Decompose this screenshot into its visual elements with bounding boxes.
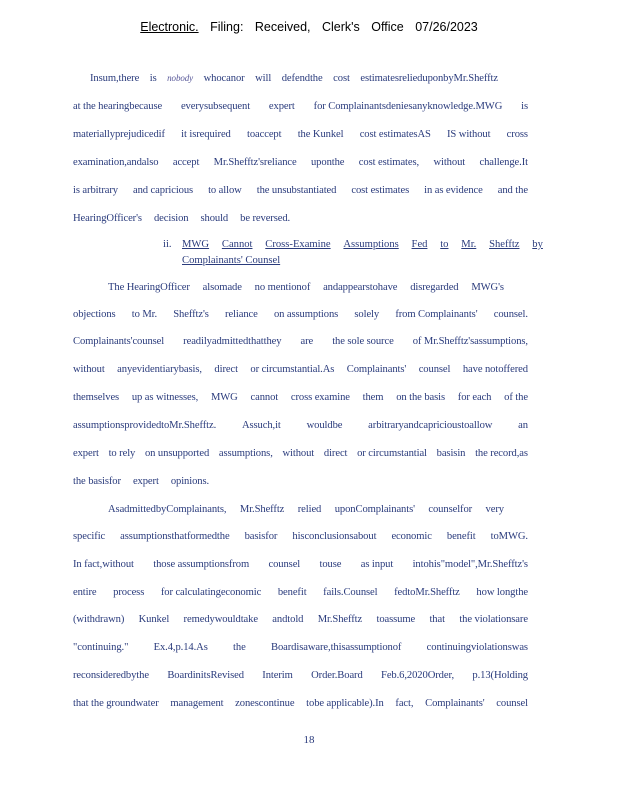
word: Mr.Shefftz (239, 504, 285, 515)
word: as input (360, 559, 394, 570)
word: counsel (496, 698, 528, 709)
word: Boardisaware,thisassumptionof (270, 642, 402, 653)
word: In fact,without (73, 559, 134, 570)
text-line (73, 642, 528, 653)
word: those assumptionsfrom (153, 559, 250, 570)
word: to allow (208, 185, 242, 196)
text-line (73, 698, 528, 709)
word: expert (132, 476, 159, 487)
word: benefit (446, 531, 476, 542)
word: uponthe (310, 157, 345, 168)
header-filing: Filing: (210, 20, 244, 34)
word: materiallyprejudicedif (73, 129, 165, 140)
word: disregarded (410, 282, 459, 293)
word: opinions. (170, 476, 210, 487)
word: defendthe (281, 73, 323, 84)
word: Order.Board (311, 670, 363, 681)
word: assumptionsthatformedthe (120, 531, 230, 542)
word: without (433, 157, 466, 168)
word: cross examine (290, 392, 350, 403)
text-line (73, 587, 528, 598)
word: cost estimatesAS (359, 129, 431, 140)
text-line (73, 129, 528, 140)
text-line (108, 282, 504, 293)
word: or circumstantial.As (250, 364, 335, 375)
word: very (485, 504, 504, 515)
word: cross (506, 129, 528, 140)
word: nobody (167, 73, 194, 83)
header-date: 07/26/2023 (415, 20, 478, 34)
word: on assumptions (273, 309, 339, 320)
word: solely (354, 309, 380, 320)
text-line (90, 73, 498, 84)
word: counsel (418, 364, 451, 375)
word: counsel. (493, 309, 528, 320)
word: zonescontinue (235, 698, 295, 709)
word: process (113, 587, 145, 598)
word: on the basis (396, 392, 446, 403)
word: for each (457, 392, 492, 403)
word: accept (172, 157, 200, 168)
word: anyevidentiarybasis, (117, 364, 202, 375)
word: basisin (436, 448, 466, 459)
word: to Mr. (131, 309, 158, 320)
word: MWG's (471, 282, 504, 293)
word: The HearingOfficer (108, 282, 190, 293)
word: an (518, 420, 528, 431)
heading-word: Mr. (461, 239, 477, 250)
word: reliance (225, 309, 258, 320)
word: entire (73, 587, 97, 598)
word: cost estimates, (358, 157, 420, 168)
heading-word: MWG (182, 239, 210, 250)
header-received: Received, (254, 20, 311, 34)
page-number: 18 (303, 734, 315, 746)
word: Interim (262, 670, 293, 681)
word: fedtoMr.Shefftz (394, 587, 460, 598)
word: basisfor (244, 531, 278, 542)
text-line (73, 559, 528, 570)
word: it isrequired (181, 129, 231, 140)
word: be reversed. (240, 213, 291, 224)
header-clerks: Clerk's (321, 20, 360, 34)
word: Kunkel (138, 614, 170, 625)
word: Mr.Shefftz'sreliance (213, 157, 297, 168)
word: andtold (272, 614, 304, 625)
text-line (73, 364, 528, 375)
header-office: Office (371, 20, 404, 34)
word: the basisfor (73, 476, 121, 487)
word: AsadmittedbyComplainants, (108, 504, 227, 515)
word: touse (319, 559, 342, 570)
word: continuingviolationswas (426, 642, 528, 653)
word: direct (323, 448, 348, 459)
heading-word: Shefftz (489, 239, 520, 250)
word: arbitraryandcapricioustoallow (368, 420, 493, 431)
word: intohis"model",Mr.Shefftz's (412, 559, 528, 570)
word: toMWG. (490, 531, 528, 542)
word: Shefftz's (173, 309, 209, 320)
heading-word: Assumptions (343, 239, 399, 250)
heading-word: by (532, 239, 543, 250)
word: fails.Counsel (323, 587, 378, 598)
word: uponComplainants' (334, 504, 415, 515)
word: everysubsequent (180, 101, 251, 112)
word: Complainants' (425, 698, 485, 709)
word: will (255, 73, 272, 84)
word: tobe applicable).In (306, 698, 384, 709)
word: themselves (73, 392, 120, 403)
word: assumptionsprovidedtoMr.Shefftz. (73, 420, 217, 431)
word: wouldbe (306, 420, 343, 431)
text-line (73, 185, 528, 196)
word: cost estimates (351, 185, 410, 196)
header-electronic: Electronic. (140, 20, 199, 34)
word: up as witnesses, (131, 392, 199, 403)
word: (withdrawn) (73, 614, 125, 625)
word: is (521, 101, 528, 112)
heading-number: ii. (163, 239, 172, 250)
word: benefit (277, 587, 307, 598)
word: alsomade (202, 282, 242, 293)
word: HearingOfficer's (73, 213, 142, 224)
word: p.13(Holding (472, 670, 528, 681)
word: that the groundwater (73, 698, 159, 709)
word: the sole source (332, 336, 394, 347)
word: economic (391, 531, 432, 542)
word: should (200, 213, 229, 224)
text-line (73, 392, 528, 403)
word: IS without (447, 129, 491, 140)
word: the Kunkel (297, 129, 344, 140)
word: for Complainantsdeniesanyknowledge.MWG (313, 101, 503, 112)
text-line (108, 504, 504, 515)
word: without (282, 448, 315, 459)
word: of Mr.Shefftz'sassumptions, (412, 336, 528, 347)
word: in as evidence (424, 185, 483, 196)
heading-word: Fed (411, 239, 428, 250)
word: challenge.It (479, 157, 528, 168)
word: management (170, 698, 224, 709)
word: of the (504, 392, 528, 403)
word: and the (497, 185, 528, 196)
word: fact, (395, 698, 414, 709)
word: objections (73, 309, 116, 320)
word: Complainants' (346, 364, 407, 375)
word: from Complainants' (395, 309, 478, 320)
word: readilyadmittedthatthey (183, 336, 282, 347)
word: BoardinitsRevised (167, 670, 244, 681)
text-line (73, 213, 528, 224)
word: counselfor (428, 504, 473, 515)
text-line (73, 157, 528, 168)
word: at the hearingbecause (73, 101, 163, 112)
word: specific (73, 531, 106, 542)
word: Feb.6,2020Order, (381, 670, 455, 681)
word: counsel (268, 559, 301, 570)
word: direct (214, 364, 238, 375)
heading-word: Cannot (221, 239, 253, 250)
word: Complainants'counsel (73, 336, 165, 347)
word: no mentionof (254, 282, 311, 293)
word: without (73, 364, 105, 375)
word: Ex.4,p.14.As (153, 642, 208, 653)
word: estimatesrelieduponbyMr.Shefftz (360, 73, 498, 84)
word: the violationsare (459, 614, 528, 625)
word: toaccept (246, 129, 282, 140)
text-line (73, 531, 528, 542)
word: relied (297, 504, 322, 515)
word: expert (73, 448, 99, 459)
word: decision (153, 213, 189, 224)
word: MWG (210, 392, 238, 403)
word: and capricious (133, 185, 194, 196)
word: on unsupported (144, 448, 210, 459)
word: remedywouldtake (183, 614, 258, 625)
text-line (73, 101, 528, 112)
word: cannot (250, 392, 279, 403)
word: the unsubstantiated (256, 185, 337, 196)
word: is arbitrary (73, 185, 118, 196)
word: the record,as (475, 448, 528, 459)
heading-word: to (440, 239, 449, 250)
heading-line-1 (182, 239, 543, 250)
text-line (73, 614, 528, 625)
word: how longthe (476, 587, 528, 598)
word: Assuch,it (241, 420, 281, 431)
word: cost (333, 73, 350, 84)
word: for calculatingeconomic (160, 587, 262, 598)
word: the (233, 642, 246, 653)
word: or circumstantial (357, 448, 427, 459)
text-line (73, 476, 528, 487)
word: hisconclusionsabout (292, 531, 377, 542)
text-line (73, 448, 528, 459)
word: Mr.Shefftz (317, 614, 363, 625)
word: assumptions, (218, 448, 273, 459)
word: "continuing." (73, 642, 129, 653)
text-line (73, 309, 528, 320)
word: reconsideredbythe (73, 670, 149, 681)
filing-header (0, 20, 618, 34)
heading-line-2: Complainants' Counsel (182, 255, 281, 266)
word: them (362, 392, 384, 403)
word: that (429, 614, 445, 625)
word: is (149, 73, 157, 84)
word: examination,andalso (73, 157, 159, 168)
word: have notoffered (462, 364, 528, 375)
text-line (73, 420, 528, 431)
text-line (73, 670, 528, 681)
word: expert (268, 101, 295, 112)
word: toassume (376, 614, 416, 625)
word: are (300, 336, 314, 347)
word: whocanor (203, 73, 245, 84)
word: to rely (108, 448, 136, 459)
text-line (73, 336, 528, 347)
heading-word: Cross-Examine (265, 239, 331, 250)
word: andappearstohave (323, 282, 398, 293)
word: Insum,there (90, 73, 140, 84)
